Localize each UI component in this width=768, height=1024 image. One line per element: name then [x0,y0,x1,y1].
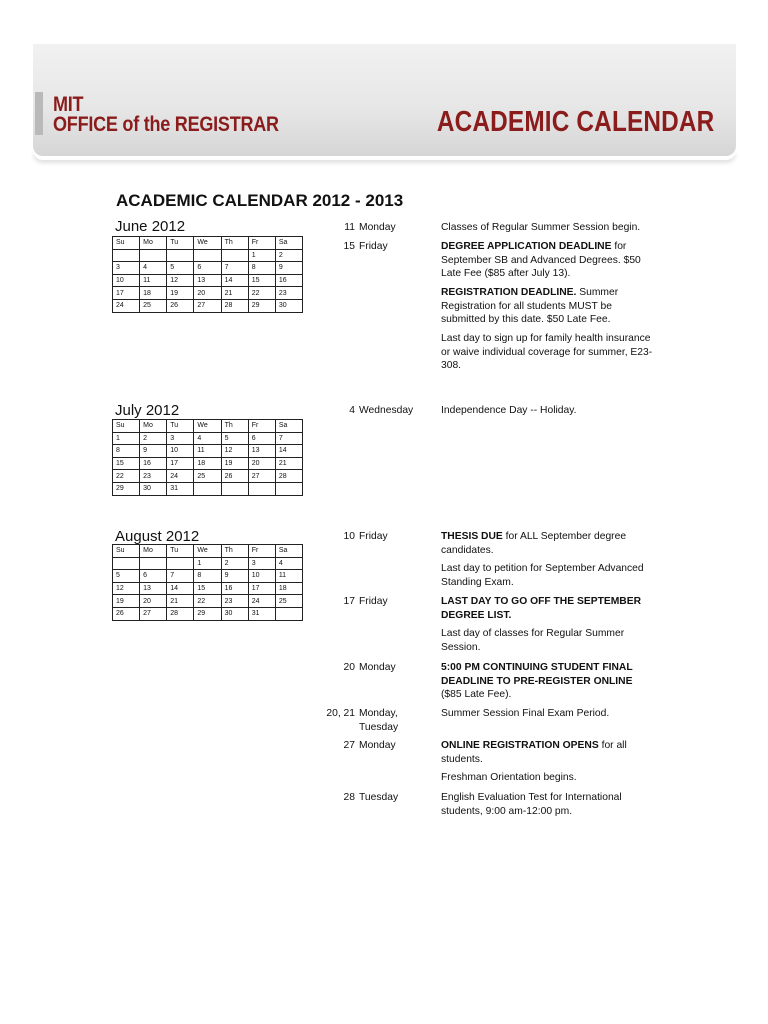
event-weekday: Tuesday [359,792,399,803]
event-description-text: ($85 Late Fee). [441,689,512,701]
calendar-day-cell: 25 [140,299,167,312]
event-weekday: Friday [359,241,388,252]
event-description [441,707,653,721]
calendar-day-cell: 4 [275,557,302,570]
event-description-text: Summer Session Final Exam Period. [441,708,610,719]
weekday-header: Th [221,545,248,558]
calendar-day-cell: 26 [167,299,194,312]
calendar-day-cell: 25 [275,595,302,608]
event-description-bold: REGISTRATION DEADLINE. [441,287,577,298]
event-day: 17 [343,596,355,607]
event-description [441,739,653,766]
calendar-week-row [113,274,303,287]
calendar-day-cell: 8 [194,570,221,583]
logo-bar [35,92,43,135]
calendar-day-cell: 11 [194,445,221,458]
event-description-text: Classes of Regular Summer Session begin. [441,222,641,233]
calendar-day-cell: 3 [248,557,275,570]
event-weekday: Friday [359,596,388,607]
calendar-week-row [113,299,303,312]
calendar-week-row [113,582,303,595]
logo-office-of-registrar: OFFICE of the REGISTRAR [53,113,279,136]
event-description-text: for ALL September degree candidates. [441,531,627,556]
event-description-text: English Evaluation Test for International students, 9:00 am-12:00 pm. [441,792,622,817]
calendar-day-cell: 20 [248,457,275,470]
calendar-day-cell: 18 [140,287,167,300]
event-day: 11 [344,222,355,233]
calendar-day-cell [140,557,167,570]
event-description [441,595,653,622]
calendar-day-cell: 29 [194,607,221,620]
header-banner [33,44,736,156]
calendar-day-cell: 12 [113,582,140,595]
weekday-header: Fr [248,420,275,433]
event-day: 15 [343,241,355,252]
calendar-day-cell [167,249,194,262]
calendar-day-cell: 7 [275,432,302,445]
month-title-july: July 2012 [115,402,180,419]
calendar-day-cell: 6 [248,432,275,445]
calendar-day-cell: 17 [113,287,140,300]
calendar-day-cell: 28 [167,607,194,620]
calendar-day-cell: 6 [140,570,167,583]
calendar-grid-august [112,544,303,621]
calendar-day-cell: 9 [140,445,167,458]
weekday-header: Sa [275,237,302,250]
weekday-header: Su [113,420,140,433]
weekday-header: Sa [275,420,302,433]
calendar-day-cell: 9 [275,262,302,275]
calendar-header-row [113,420,303,433]
event-description-text: Freshman Orientation begins. [441,772,577,783]
calendar-day-cell: 14 [167,582,194,595]
event-description-bold: ONLINE REGISTRATION OPENS [441,740,599,751]
calendar-day-cell [194,249,221,262]
calendar-day-cell: 30 [221,607,248,620]
calendar-day-cell: 26 [221,470,248,483]
event-description [441,562,653,589]
event-weekday: Monday, Tuesday [359,708,399,733]
weekday-header: Mo [140,420,167,433]
calendar-grid-june [112,236,303,313]
month-title-june: June 2012 [115,218,186,235]
event-description [441,627,653,654]
weekday-header: Th [221,420,248,433]
event-description-bold: 5:00 PM CONTINUING STUDENT FINAL DEADLINE TO PRE-REGISTER ONLINE [441,662,633,687]
calendar-day-cell: 19 [113,595,140,608]
weekday-header: Mo [140,545,167,558]
event-description [441,791,653,818]
calendar-day-cell: 15 [194,582,221,595]
calendar-day-cell: 14 [221,274,248,287]
calendar-day-cell: 27 [194,299,221,312]
calendar-day-cell [140,249,167,262]
month-title-august: August 2012 [115,528,200,545]
calendar-day-cell: 10 [167,445,194,458]
calendar-day-cell: 13 [140,582,167,595]
calendar-day-cell [113,557,140,570]
calendar-day-cell: 13 [248,445,275,458]
calendar-day-cell: 7 [167,570,194,583]
calendar-week-row [113,249,303,262]
calendar-day-cell [113,249,140,262]
calendar-week-row [113,470,303,483]
weekday-header: Fr [248,545,275,558]
event-weekday: Monday [359,740,396,751]
calendar-day-cell: 5 [113,570,140,583]
event-description-bold: DEGREE APPLICATION DEADLINE [441,241,612,252]
calendar-day-cell: 2 [140,432,167,445]
calendar-day-cell: 1 [248,249,275,262]
calendar-day-cell [275,482,302,495]
calendar-day-cell [248,482,275,495]
calendar-day-cell: 19 [167,287,194,300]
calendar-week-row [113,557,303,570]
weekday-header: Sa [275,545,302,558]
calendar-day-cell: 30 [140,482,167,495]
calendar-day-cell: 29 [248,299,275,312]
calendar-day-cell: 28 [275,470,302,483]
page-title: ACADEMIC CALENDAR 2012 - 2013 [116,191,404,210]
event-day: 27 [343,740,355,751]
event-day: 20, 21 [326,708,355,719]
event-day: 20 [343,662,355,673]
calendar-day-cell: 24 [167,470,194,483]
calendar-day-cell: 25 [194,470,221,483]
event-description [441,530,653,557]
calendar-week-row [113,607,303,620]
weekday-header: We [194,420,221,433]
calendar-day-cell: 5 [167,262,194,275]
calendar-week-row [113,432,303,445]
weekday-header: Su [113,237,140,250]
calendar-day-cell: 11 [275,570,302,583]
calendar-day-cell: 30 [275,299,302,312]
calendar-day-cell: 23 [275,287,302,300]
calendar-day-cell: 10 [248,570,275,583]
calendar-day-cell: 22 [113,470,140,483]
event-description [441,661,653,702]
event-description-bold: LAST DAY TO GO OFF THE SEPTEMBER DEGREE LIST. [441,596,642,621]
event-description-text: Last day to sign up for family health insurance or waive individual coverage for summer, E23-308. [441,333,653,372]
logo-mit: MIT [53,93,84,116]
calendar-day-cell: 20 [194,287,221,300]
calendar-day-cell: 31 [248,607,275,620]
event-description [441,221,653,235]
calendar-day-cell: 8 [248,262,275,275]
calendar-day-cell: 17 [167,457,194,470]
weekday-header: Fr [248,237,275,250]
event-description-text: Last day to petition for September Advanced Standing Exam. [441,563,644,588]
calendar-day-cell: 3 [113,262,140,275]
calendar-day-cell: 1 [113,432,140,445]
event-description-text: Last day of classes for Regular Summer Session. [441,628,625,653]
calendar-day-cell [194,482,221,495]
calendar-day-cell: 18 [194,457,221,470]
event-description-text: for September SB and Advanced Degrees. $50 Late Fee ($85 after July 13). [441,241,641,280]
calendar-day-cell: 17 [248,582,275,595]
calendar-day-cell: 19 [221,457,248,470]
calendar-day-cell: 10 [113,274,140,287]
calendar-day-cell: 2 [275,249,302,262]
calendar-grid-july [112,419,303,496]
calendar-day-cell: 24 [113,299,140,312]
weekday-header: Su [113,545,140,558]
calendar-day-cell: 16 [140,457,167,470]
weekday-header: Mo [140,237,167,250]
weekday-header: Th [221,237,248,250]
calendar-week-row [113,287,303,300]
calendar-day-cell: 20 [140,595,167,608]
calendar-week-row [113,445,303,458]
calendar-day-cell: 23 [140,470,167,483]
calendar-day-cell: 21 [167,595,194,608]
calendar-day-cell: 3 [167,432,194,445]
calendar-day-cell: 6 [194,262,221,275]
calendar-day-cell [167,557,194,570]
calendar-day-cell: 5 [221,432,248,445]
calendar-day-cell: 24 [248,595,275,608]
calendar-day-cell [221,482,248,495]
calendar-day-cell: 16 [221,582,248,595]
calendar-day-cell: 16 [275,274,302,287]
calendar-day-cell: 31 [167,482,194,495]
weekday-header: Tu [167,545,194,558]
calendar-day-cell: 11 [140,274,167,287]
calendar-day-cell: 28 [221,299,248,312]
event-weekday: Monday [359,662,396,673]
calendar-day-cell: 8 [113,445,140,458]
calendar-day-cell: 12 [167,274,194,287]
event-day: 10 [343,531,355,542]
header-banner-shadow [33,150,736,160]
calendar-day-cell [221,249,248,262]
calendar-header-row [113,237,303,250]
calendar-day-cell: 1 [194,557,221,570]
event-description-text: Summer Registration for all students MUST be submitted by this date. $50 Late Fee. [441,287,619,326]
event-description [441,332,653,373]
event-weekday: Friday [359,531,388,542]
event-weekday: Wednesday [359,405,414,416]
calendar-day-cell: 27 [140,607,167,620]
calendar-day-cell: 4 [194,432,221,445]
calendar-day-cell: 13 [194,274,221,287]
calendar-day-cell: 12 [221,445,248,458]
calendar-day-cell: 7 [221,262,248,275]
calendar-week-row [113,595,303,608]
event-day: 28 [343,792,355,803]
calendar-day-cell: 18 [275,582,302,595]
event-day: 4 [349,405,355,416]
banner-title: ACADEMIC CALENDAR [436,106,714,138]
weekday-header: We [194,237,221,250]
event-weekday: Monday [359,222,396,233]
weekday-header: Tu [167,237,194,250]
event-description-text: Independence Day -- Holiday. [441,405,577,416]
weekday-header: We [194,545,221,558]
calendar-week-row [113,570,303,583]
event-description [441,240,653,281]
calendar-day-cell: 26 [113,607,140,620]
calendar-day-cell: 27 [248,470,275,483]
event-description [441,404,653,418]
weekday-header: Tu [167,420,194,433]
calendar-week-row [113,482,303,495]
calendar-day-cell: 21 [275,457,302,470]
calendar-week-row [113,457,303,470]
calendar-day-cell: 14 [275,445,302,458]
calendar-day-cell: 9 [221,570,248,583]
event-description-bold: THESIS DUE [441,531,503,542]
calendar-day-cell: 22 [194,595,221,608]
event-description [441,286,653,327]
calendar-header-row [113,545,303,558]
calendar-day-cell: 2 [221,557,248,570]
calendar-day-cell: 21 [221,287,248,300]
calendar-day-cell [275,607,302,620]
calendar-day-cell: 15 [248,274,275,287]
calendar-day-cell: 15 [113,457,140,470]
event-description-text: for all students. [441,740,627,765]
calendar-day-cell: 4 [140,262,167,275]
calendar-day-cell: 23 [221,595,248,608]
calendar-day-cell: 22 [248,287,275,300]
calendar-day-cell: 29 [113,482,140,495]
calendar-week-row [113,262,303,275]
event-description [441,771,653,785]
